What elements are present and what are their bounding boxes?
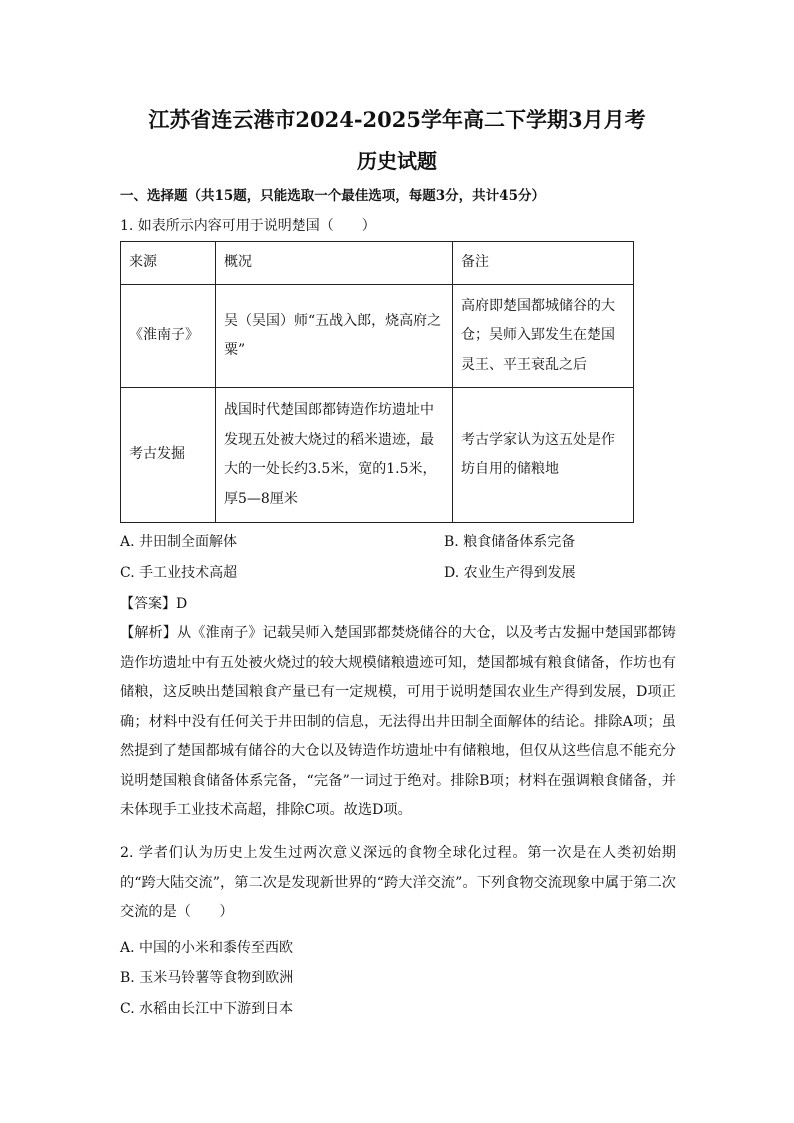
table-cell: 考古发掘: [121, 388, 216, 523]
question-1-answer: 【答案】D: [120, 596, 188, 612]
question-1-option-c: C. 手工业技术高超: [120, 565, 238, 581]
question-1-option-b: B. 粮食储备体系完备: [444, 534, 576, 550]
table-cell: 吴（吴国）师“五战入郎，烧高府之粟”: [216, 285, 453, 388]
question-2-stem: 2. 学者们认为历史上发生过两次意义深远的食物全球化过程。第一次是在人类初始期的“跨大陆交流”，第二次是发现新世界的“跨大洋交流”。下列食物交流现象中属于第二次交流的是（ ）: [120, 845, 676, 920]
table-header-cell: 备注: [453, 242, 634, 285]
section-heading: 一、选择题（共15题，只能选取一个最佳选项，每题3分，共计45分）: [120, 188, 545, 204]
question-2-option-a: A. 中国的小米和黍传至西欧: [120, 940, 294, 956]
table-row: [121, 388, 634, 523]
table-cell: 《淮南子》: [121, 285, 216, 388]
question-1-table: [120, 241, 634, 523]
exam-title: 江苏省连云港市2024-2025学年高二下学期3月月考: [148, 107, 646, 132]
question-1-stem: 1. 如表所示内容可用于说明楚国（ ）: [120, 218, 376, 234]
question-1-analysis: 【解析】从《淮南子》记载吴师入楚国郢都焚烧储谷的大仓，以及考古发掘中楚国郢都铸造作坊遗址中有五处被火烧过的较大规模储粮遗迹可知，楚国都城有粮食储备，作坊也有储粮，这反映出楚国粮食产量已有一定规模，可用于说明楚国农业生产得到发展，D项正确；材料中没有任何关于井田制的信息，无法得出井田制全面解体的结论。排除A项；虽然提到了楚国都城有储谷的大仓以及铸造作坊遗址中有储粮地，但仅从这些信息不能充分说明楚国粮食储备体系完备，“完备”一词过于绝对。排除B项；材料在强调粮食储备，并未体现手工业技术高超，排除C项。故选D项。: [120, 625, 676, 818]
table-cell: 战国时代楚国郎都铸造作坊遗址中发现五处被大烧过的稻米遗迹，最大的一处长约3.5米，宽的1.5米，厚5—8厘米: [216, 388, 453, 523]
table-header-row: [121, 242, 634, 285]
table-cell: 高府即楚国都城储谷的大仓；吴师入郢发生在楚国灵王、平王衰乱之后: [453, 285, 634, 388]
table-header-cell: 概况: [216, 242, 453, 285]
exam-subtitle: 历史试题: [357, 149, 437, 173]
table-header-cell: 来源: [121, 242, 216, 285]
question-1-option-a: A. 井田制全面解体: [120, 534, 238, 550]
question-2-option-c: C. 水稻由长江中下游到日本: [120, 1001, 294, 1017]
table-cell: 考古学家认为这五处是作坊自用的储粮地: [453, 388, 634, 523]
table-row: [121, 285, 634, 388]
question-1-option-d: D. 农业生产得到发展: [444, 565, 576, 581]
question-2-option-b: B. 玉米马铃薯等食物到欧洲: [120, 970, 294, 986]
